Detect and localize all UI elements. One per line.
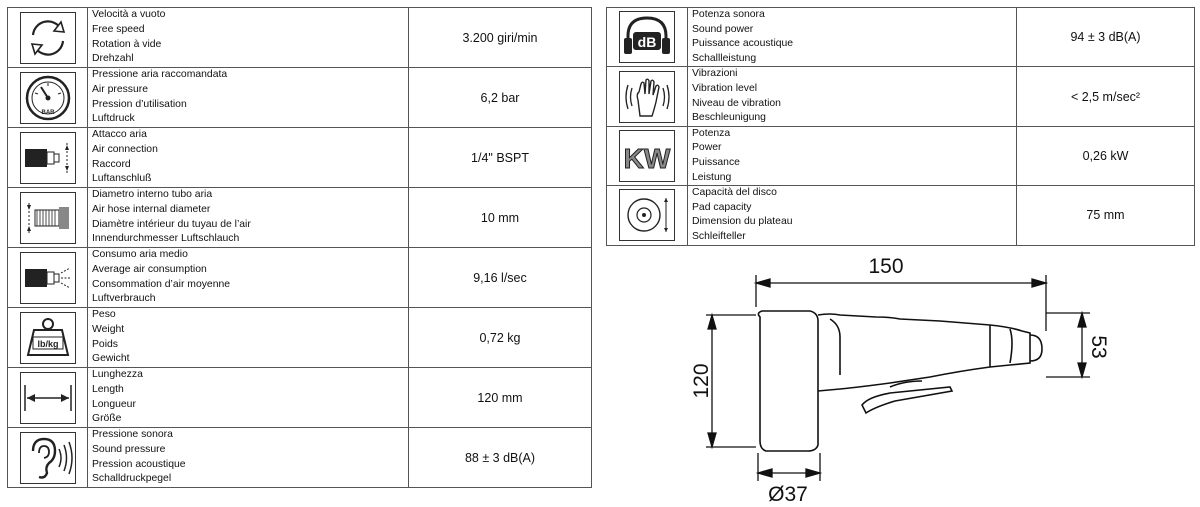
spec-label: Lunghezza bbox=[92, 369, 143, 381]
dimension-height bbox=[706, 315, 756, 447]
spec-label: Potenza sonora bbox=[692, 9, 765, 20]
spec-label: Leistung bbox=[692, 171, 732, 183]
kw-power-icon bbox=[619, 130, 675, 182]
spec-label: Niveau de vibration bbox=[692, 97, 781, 109]
spec-label-cell bbox=[88, 128, 409, 188]
spec-row bbox=[8, 308, 592, 368]
spec-icon-cell bbox=[607, 126, 688, 185]
spec-label: Vibrazioni bbox=[692, 68, 738, 80]
spec-value: 10 mm bbox=[409, 188, 592, 248]
dimension-height-label: 120 bbox=[690, 363, 713, 399]
spec-row bbox=[607, 126, 1195, 185]
spec-label: Capacità del disco bbox=[692, 187, 777, 199]
spec-label: Weight bbox=[92, 323, 125, 335]
spec-label: Peso bbox=[92, 309, 116, 321]
length-arrow-icon bbox=[20, 372, 76, 424]
spec-label-cell bbox=[88, 188, 409, 248]
spec-value: 120 mm bbox=[409, 368, 592, 428]
spec-icon-cell bbox=[8, 128, 88, 188]
spec-row bbox=[8, 428, 592, 488]
spec-label: Power bbox=[692, 142, 722, 154]
spec-label: Potenza bbox=[692, 127, 731, 139]
headphones-db-icon-text: dB bbox=[637, 34, 657, 51]
spec-icon-cell bbox=[8, 428, 88, 488]
spec-label: Gewicht bbox=[92, 353, 130, 365]
spec-label-cell bbox=[688, 67, 1017, 126]
spec-label: Puissance acoustique bbox=[692, 38, 794, 50]
spec-icon-cell bbox=[607, 67, 688, 126]
spec-label: Pressione sonora bbox=[92, 429, 173, 441]
spec-label-cell bbox=[688, 186, 1017, 245]
spec-label: Pressione aria raccomandata bbox=[92, 69, 228, 81]
spec-value: 88 ± 3 dB(A) bbox=[409, 428, 592, 488]
spec-label: Velocità a vuoto bbox=[92, 9, 166, 21]
spec-label: Schallleistung bbox=[692, 52, 757, 64]
right-spec-table bbox=[606, 7, 1195, 246]
spec-label: Luftdruck bbox=[92, 113, 135, 125]
spec-row bbox=[8, 248, 592, 308]
spec-icon-cell bbox=[8, 68, 88, 128]
spec-label: Consumo aria medio bbox=[92, 249, 188, 261]
spec-label: Beschleunigung bbox=[692, 112, 766, 124]
spec-label: Vibration level bbox=[692, 82, 758, 94]
rotation-icon bbox=[20, 12, 76, 64]
pressure-gauge-icon-text: BAR bbox=[41, 109, 54, 116]
weight-icon-text: lb/kg bbox=[36, 338, 59, 349]
spec-label: Puissance bbox=[692, 156, 740, 168]
spec-icon-cell bbox=[8, 8, 88, 68]
spec-row bbox=[8, 68, 592, 128]
spec-label: Sound power bbox=[692, 23, 754, 35]
spec-label-cell bbox=[88, 428, 409, 488]
spec-icon-cell bbox=[8, 308, 88, 368]
spec-label: Free speed bbox=[92, 23, 145, 35]
vibration-hand-icon bbox=[619, 71, 675, 123]
spec-row bbox=[607, 186, 1195, 245]
left-spec-table bbox=[7, 7, 592, 488]
spec-label-cell bbox=[88, 8, 409, 68]
spec-row bbox=[607, 67, 1195, 126]
dimension-length bbox=[756, 275, 1046, 331]
hose-diameter-icon bbox=[20, 192, 76, 244]
spec-value: 75 mm bbox=[1017, 186, 1195, 245]
spec-label-cell bbox=[88, 248, 409, 308]
pressure-gauge-icon bbox=[20, 72, 76, 124]
spec-label: Consommation d’air moyenne bbox=[92, 278, 231, 290]
spec-row bbox=[607, 8, 1195, 67]
spec-label: Diametro interno tubo aria bbox=[92, 189, 213, 201]
spec-label: Poids bbox=[92, 338, 118, 350]
spec-icon-cell bbox=[607, 186, 688, 245]
spec-label: Luftanschluß bbox=[92, 173, 152, 185]
spec-label: Rotation à vide bbox=[92, 38, 162, 50]
spec-label: Diamètre intérieur du tuyau de l’air bbox=[92, 218, 251, 230]
spec-label: Air connection bbox=[92, 143, 158, 155]
dimension-diameter bbox=[758, 453, 820, 481]
spec-label: Length bbox=[92, 383, 124, 395]
spec-value: 6,2 bar bbox=[409, 68, 592, 128]
spec-row bbox=[8, 368, 592, 428]
spec-value: 3.200 giri/min bbox=[409, 8, 592, 68]
kw-power-icon-text: KW bbox=[623, 142, 671, 174]
tool-outline bbox=[758, 311, 1042, 451]
spec-value: 9,16 l/sec bbox=[409, 248, 592, 308]
spec-label: Schalldruckpegel bbox=[92, 473, 172, 485]
spec-label-cell bbox=[688, 8, 1017, 67]
spec-label: Innendurchmesser Luftschlauch bbox=[92, 233, 240, 245]
spec-icon-cell bbox=[8, 368, 88, 428]
spec-label: Sound pressure bbox=[92, 443, 166, 455]
spec-value: 0,26 kW bbox=[1017, 126, 1195, 185]
spec-label: Luftverbrauch bbox=[92, 293, 156, 305]
spec-label: Drehzahl bbox=[92, 53, 134, 65]
spec-label: Pression acoustique bbox=[92, 458, 186, 470]
spec-label: Pad capacity bbox=[692, 201, 752, 213]
tool-dimension-drawing bbox=[690, 255, 1110, 505]
spec-icon-cell bbox=[607, 8, 688, 67]
spec-label: Schleifteller bbox=[692, 230, 746, 242]
headphones-db-icon bbox=[619, 11, 675, 63]
spec-label: Air pressure bbox=[92, 83, 149, 95]
spec-label: Größe bbox=[92, 413, 122, 425]
weight-icon bbox=[20, 312, 76, 364]
spec-label: Raccord bbox=[92, 158, 131, 170]
spec-label: Longueur bbox=[92, 398, 136, 410]
spec-value: < 2,5 m/sec² bbox=[1017, 67, 1195, 126]
spec-row bbox=[8, 128, 592, 188]
dimension-head-label: 53 bbox=[1087, 335, 1110, 359]
spec-value: 94 ± 3 dB(A) bbox=[1017, 8, 1195, 67]
spec-label: Attacco aria bbox=[92, 129, 147, 141]
dimension-length-label: 150 bbox=[868, 255, 904, 278]
spec-icon-cell bbox=[8, 188, 88, 248]
spec-label: Pression d’utilisation bbox=[92, 98, 187, 110]
spec-row bbox=[8, 188, 592, 248]
air-consumption-icon bbox=[20, 252, 76, 304]
spec-label: Dimension du plateau bbox=[692, 216, 793, 228]
spec-row bbox=[8, 8, 592, 68]
spec-label: Air hose internal diameter bbox=[92, 203, 211, 215]
spec-label-cell bbox=[688, 126, 1017, 185]
ear-sound-icon bbox=[20, 432, 76, 484]
spec-value: 1/4" BSPT bbox=[409, 128, 592, 188]
spec-label: Average air consumption bbox=[92, 263, 207, 275]
spec-value: 0,72 kg bbox=[409, 308, 592, 368]
spec-label-cell bbox=[88, 308, 409, 368]
air-connection-icon bbox=[20, 132, 76, 184]
dimension-diameter-label: Ø37 bbox=[768, 483, 808, 505]
spec-label-cell bbox=[88, 368, 409, 428]
disc-icon bbox=[619, 189, 675, 241]
dimension-head bbox=[1046, 313, 1090, 377]
spec-icon-cell bbox=[8, 248, 88, 308]
spec-label-cell bbox=[88, 68, 409, 128]
